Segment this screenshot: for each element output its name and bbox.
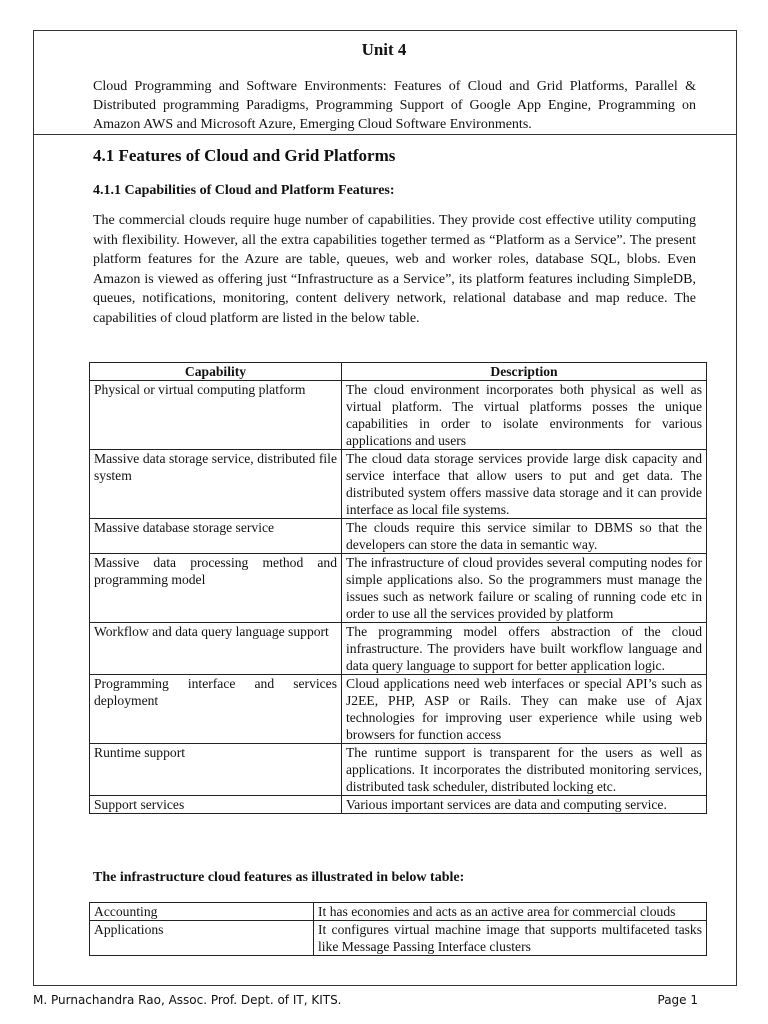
capability-table: [89, 362, 707, 814]
unit-title: Unit 4: [361, 40, 407, 59]
feature-description-cell: It has economies and acts as an active area for commercial clouds: [314, 903, 707, 921]
header-divider: [33, 134, 737, 135]
capability-cell: Massive data storage service, distributed file system: [90, 450, 342, 519]
description-cell: The infrastructure of cloud provides several computing nodes for simple applications also. So the programmers must manage the issues such as network failure or scaling of running code etc in order to use all the services provided by platform: [342, 554, 707, 623]
feature-cell: Applications: [90, 921, 314, 956]
description-cell: The programming model offers abstraction of the cloud infrastructure. The providers have built workflow language and data query language to support for better application logic.: [342, 623, 707, 675]
section-paragraph: The commercial clouds require huge number of capabilities. They provide cost effective utility computing with flexibility. However, all the extra capabilities together termed as “Platform as a Service”. The present platform features for the Azure are table, queues, web and worker roles, database SQL, blobs. Even Amazon is viewed as offering just “Infrastructure as a Service”, its platform features including SimpleDB, queues, notifications, monitoring, content delivery network, relational database and map reduce. The capabilities of cloud platform are listed in the below table.: [93, 213, 696, 326]
description-cell: Cloud applications need web interfaces or special API’s such as J2EE, PHP, ASP or Rails. They can make use of Ajax technologies for improving user experience while using web browsers for function access: [342, 675, 707, 744]
capability-cell: Workflow and data query language support: [90, 623, 342, 675]
capability-cell: Programming interface and services deployment: [90, 675, 342, 744]
section-heading: 4.1 Features of Cloud and Grid Platforms: [93, 146, 396, 165]
table-row: [90, 903, 707, 921]
description-cell: The cloud environment incorporates both physical as well as virtual platform. The virtual platforms posses the unique capabilities in order to isolate environments for various applications and users: [342, 381, 707, 450]
infrastructure-table: [89, 902, 707, 956]
capability-cell: Support services: [90, 796, 342, 814]
description-cell: Various important services are data and computing service.: [342, 796, 707, 814]
description-cell: The cloud data storage services provide large disk capacity and service interface that allow users to put and get data. The distributed system offers massive data storage and it can provide interface as local file systems.: [342, 450, 707, 519]
feature-cell: Accounting: [90, 903, 314, 921]
capability-cell: Massive data processing method and programming model: [90, 554, 342, 623]
description-cell: The clouds require this service similar to DBMS so that the developers can store the data in semantic way.: [342, 519, 707, 554]
unit-intro: Cloud Programming and Software Environments: Features of Cloud and Grid Platforms, Parallel & Distributed programming Paradigms, Programming Support of Google App Engine, Programming on Amazon AWS and Microsoft Azure, Emerging Cloud Software Environments.: [93, 79, 696, 132]
column-header-capability: Capability: [90, 363, 342, 381]
table-row: [90, 623, 707, 675]
table-row: [90, 381, 707, 450]
table-header-row: [90, 363, 707, 381]
infrastructure-heading: The infrastructure cloud features as illustrated in below table:: [93, 870, 465, 885]
description-cell: The runtime support is transparent for the users as well as applications. It incorporates the distributed monitoring services, distributed task scheduler, distributed locking etc.: [342, 744, 707, 796]
capability-cell: Massive database storage service: [90, 519, 342, 554]
capability-cell: Physical or virtual computing platform: [90, 381, 342, 450]
table-row: [90, 450, 707, 519]
table-row: [90, 744, 707, 796]
capability-cell: Runtime support: [90, 744, 342, 796]
table-row: [90, 921, 707, 956]
page-number: Page 1: [657, 993, 698, 1007]
table-row: [90, 519, 707, 554]
table-row: [90, 796, 707, 814]
column-header-description: Description: [342, 363, 707, 381]
table-row: [90, 675, 707, 744]
subsection-heading: 4.1.1 Capabilities of Cloud and Platform Features:: [93, 183, 395, 198]
feature-description-cell: It configures virtual machine image that supports multifaceted tasks like Message Passing Interface clusters: [314, 921, 707, 956]
table-row: [90, 554, 707, 623]
footer-author: M. Purnachandra Rao, Assoc. Prof. Dept. of IT, KITS.: [33, 993, 342, 1007]
